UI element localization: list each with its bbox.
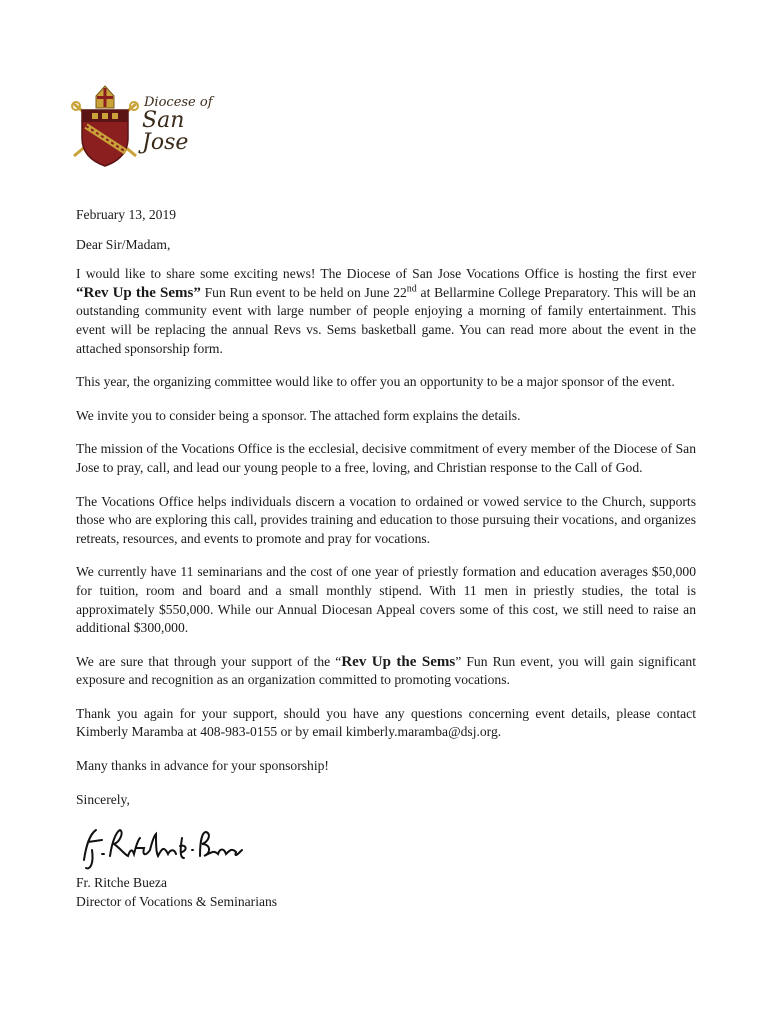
paragraph-2: This year, the organizing committee would like to offer you an opportunity to be a major sponsor of the event.	[76, 374, 675, 390]
p7-text-a: We are sure that through your support of the “	[76, 653, 342, 669]
paragraph-1	[76, 265, 696, 358]
signer-name: Fr. Ritche Bueza	[76, 875, 167, 891]
logo-line1: Diocese of	[144, 95, 213, 110]
event-name-2: Rev Up the Sems	[341, 653, 456, 670]
paragraph-3: We invite you to consider being a sponsor. The attached form explains the details.	[76, 407, 521, 423]
paragraph-9: Many thanks in advance for your sponsorship!	[76, 758, 329, 774]
p1-text-c: at Bellarmine College Preparatory. This will be an outstanding community event with large number of people enjoying a morning of family entertainment. This event will be replacing the annual Revs vs. Sems basketball game. You can read more about the event in the attached sponsorship form.	[76, 284, 696, 356]
paragraph-7	[76, 653, 696, 690]
salutation: Dear Sir/Madam,	[76, 236, 171, 252]
letter-date: February 13, 2019	[76, 207, 177, 222]
signer-title: Director of Vocations & Seminarians	[76, 893, 278, 909]
diocese-logo-text	[142, 96, 232, 154]
handwritten-signature	[76, 820, 246, 872]
date-suffix: nd	[406, 283, 417, 295]
paragraph-4: The mission of the Vocations Office is the ecclesial, decisive commitment of every member of the Diocese of San Jose to pray, call, and lead our young people to a free, loving, and Christian response to the Call of God.	[76, 441, 696, 475]
signer-block	[76, 874, 696, 911]
p1-text-b: Fun Run event to be held on June 22	[200, 284, 407, 300]
p7-text-b: ” Fun Run event, you will gain significant exposure and recognition as an organization committed to promoting vocations.	[76, 653, 696, 688]
p1-text-a: I would like to share some exciting news! The Diocese of San Jose Vocations Office is hosting the first ever	[76, 266, 696, 282]
paragraph-5: The Vocations Office helps individuals discern a vocation to ordained or vowed service to the Church, supports those who are exploring this call, provides training and education to those pursuing their vocations, and organizes retreats, resources, and events to promote and pray for vocations.	[76, 493, 696, 546]
crest-icon	[70, 82, 140, 172]
event-name: “Rev Up the Sems”	[76, 284, 201, 301]
paragraph-6: We currently have 11 seminarians and the cost of one year of priestly formation and education averages $50,000 for tuition, room and board and a small monthly stipend. With 11 men in priestly studies, the total is approximately $550,000. While our Annual Diocesan Appeal covers some of this cost, we still need to raise an additional $300,000.	[76, 564, 696, 636]
closing: Sincerely,	[76, 791, 130, 807]
paragraph-8: Thank you again for your support, should you have any questions concerning event details, please contact Kimberly Maramba at 408-983-0155 or by email kimberly.maramba@dsj.org.	[76, 705, 696, 740]
logo-line2: San Jose	[142, 108, 189, 155]
letter-body	[76, 206, 696, 911]
